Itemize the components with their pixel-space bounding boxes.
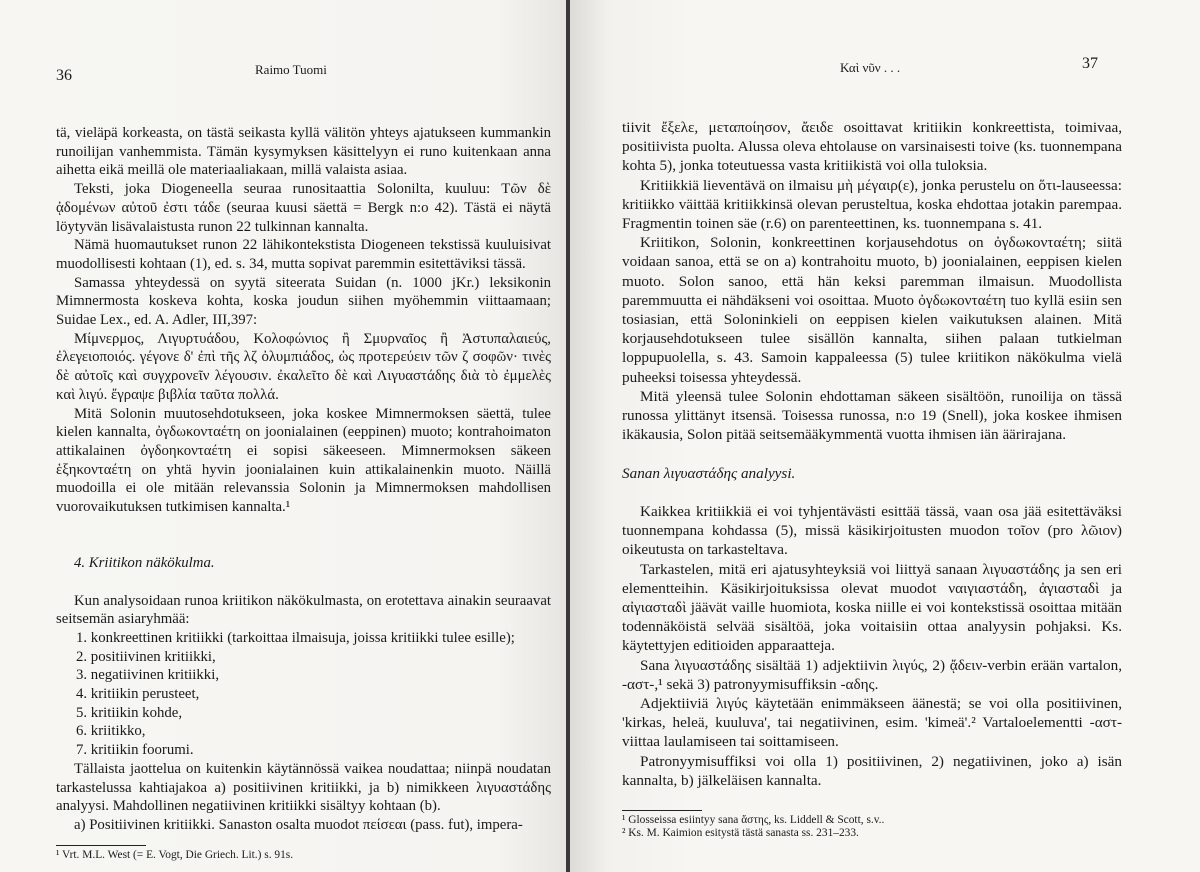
list-item: 1. konkreettinen kritiikki (tarkoittaa ilmaisuja, joissa kritiikki tulee esille);	[76, 629, 515, 646]
paragraph: tiivit ἔξελε, μεταποίησον, ἄειδε osoittavat kritiikin konkreettista, toimivaa, positiivista puolta. Alussa oleva ehtolause on varsinaisesti toive (ks. tuonnempana kohta 5), jonka toteutuessa vasta kritiikistä voi olla tuloksia.	[622, 119, 1122, 175]
paragraph: Kun analysoidaan runoa kriitikon näkökulmasta, on erotettava ainakin seuraavat seitsemän asiaryhmää:	[56, 592, 551, 628]
greek-quotation: Μίμνερμος, Λιγυρτυάδου, Κολοφώνιος ἢ Σμυρναῖος ἢ Ἀστυπαλαιεύς, ἐλεγειοποιός. γέγονε δ' ἐπὶ τῆς λζ ὀλυμπιάδος, ὡς προτερεύειν τῶν ζ σοφῶν· τινὲς δὲ αὐτοῖς καὶ συγχρονεῖν λέγουσιν. ἐκαλεῖτο δὲ καὶ Λιγυαστάδης διὰ τὸ ἐμμελὲς καὶ λιγύ. ἔγραψε βιβλία ταῦτα πολλά.	[56, 330, 551, 403]
section-heading: Sanan λιγυαστάδης analyysi.	[622, 464, 796, 482]
list-item: 3. negatiivinen kritiikki,	[76, 667, 220, 684]
list-item: 7. kritiikin foorumi.	[76, 742, 194, 759]
paragraph: Teksti, joka Diogeneella seuraa runositaattia Solonilta, kuuluu: Τῶν δὲ ᾀδομένων αὐτοῦ ἐστι τάδε (seuraa kuusi säettä = Bergk n:o 42). Tästä ei näytä löytyvän lisävalaistusta runon 22 tulkinnan kannalta.	[56, 181, 551, 235]
left-footnote: ¹ Vrt. M.L. West (= E. Vogt, Die Griech. Lit.) s. 91s.	[56, 849, 294, 861]
paragraph: Tarkastelen, mitä eri ajatusyhteyksiä voi liittyä sanaan λιγυαστάδης ja sen eri elementteihin. Käsikirjoituksissa olevat muodot ναιγιαστάδη, ἀγιασταδὶ ja αἰγιασταδὶ jäävät vaille huomiota, koska niille ei voi kontekstissä osoittaa mitään todennäköistä selvää sisältöä, joka voitaisiin ottaa analyysin pohjaksi. Ks. käytettyjen editioiden apparaatteja.	[622, 560, 1122, 655]
paragraph: Mitä yleensä tulee Solonin ehdottaman säkeen sisältöön, runoilija on tässä runossa ylittänyt itsensä. Toisessa runossa, n:o 19 (Snell), joka koskee ihmisen ikäkausia, Solon pitää seitsemääkymmentä vuotta ihmisen iän äärirajana.	[622, 387, 1122, 444]
paragraph: Kriitikon, Solonin, konkreettinen korjausehdotus on ὀγδωκονταέτη; siitä voidaan sanoa, että se on a) kontrahoitu muoto, b) joonialainen, eeppisen kielen muoto. Solon sanoo, että hän keksi paremman ilmaisun. Muodollista paremmuutta ei nähdäkseni voi osoittaa. Muoto ὀγδωκονταέτη tuo kyllä esiin sen tosiasian, että Soloninkieli on eeppisen kielen vaikutuksen alainen. Mitä korjausehdotukseen tulee sisällön kannalta, siihen palaan tutkielman loppupuolella, s. 43. Samoin kappaleessa (5) tulee kriitikon näkökulma vielä puheeksi toisessa yhteydessä.	[622, 234, 1122, 386]
paragraph: Adjektiiviä λιγύς käytetään enimmäkseen äänestä; se voi olla positiivinen, 'kirkas, heleä, kuuluva', tai negatiivinen, esim. 'kimeä'.² Vartaloelementti -αστ- viittaa laulamiseen tai soittamiseen.	[622, 695, 1122, 751]
paragraph: Sana λιγυαστάδης sisältää 1) adjektiivin λιγύς, 2) ᾄδειν-verbin erään vartalon, -αστ-,¹ sekä 3) patronyymisuffiksin -αδης.	[622, 656, 1122, 693]
paragraph: Kritiikkiä lieventävä on ilmaisu μὴ μέγαιρ(ε), jonka perustelu on ὅτι-lauseessa: kritiikko väittää kritiikkinsä olevan perusteltua, koska ehdottaa jotakin parempaa. Fragmentin toinen säe (r.6) on parenteettinen, ks. tuonnempana s. 41.	[622, 176, 1122, 233]
right-body	[622, 118, 1122, 790]
left-body	[56, 124, 551, 835]
paragraph: Kaikkea kritiikkiä ei voi tyhjentävästi esittää tässä, vaan osa jää esitettäväksi tuonnempana kohdassa (5), missä käsikirjoitusten muodon τοῖον (pro λῶιον) oikeutusta on tarkasteltava.	[622, 503, 1122, 559]
paragraph: tä, vieläpä korkeasta, on tästä seikasta kyllä välitön yhteys ajatukseen kummankin runoilijan vanhemmista. Tämän kysymyksen käsittelyyn ei runo kuitenkaan anna aihetta eikä meillä ole materiaaliakaan, millä valaista asiaa.	[56, 125, 551, 179]
criteria-list	[56, 629, 551, 760]
list-item: 5. kritiikin kohde,	[76, 704, 183, 721]
footnote-rule	[56, 845, 146, 846]
list-item: 6. kriitikko,	[76, 723, 146, 740]
list-item: 4. kritiikin perusteet,	[76, 686, 200, 703]
paragraph: Mitä Solonin muutosehdotukseen, joka koskee Mimnermoksen säettä, tulee kielen kannalta, ὀγδωκονταέτη on joonialainen (eeppinen) muoto; kontrahoimaton attikalainen ὀγδοηκονταέτη ei sopisi säkeeseen. Mimnermoksen säkeen ἑξηκονταέτη on yhtä hyvin joonialainen kuin attikalainenkin muoto. Näillä muodoilla ei ole mitään relevanssia Solonin ja Mimnermoksen mahdollisen vuorovaikutuksen tutkimisen kannalta.¹	[56, 405, 551, 516]
left-page-number: 36	[56, 67, 72, 84]
paragraph: Nämä huomautukset runon 22 lähikontekstista Diogeneen tekstissä kuuluisivat muodollisesti kohtaan (1), ed. s. 34, mutta sopivat paremmin esitettäviksi tässä.	[56, 237, 551, 272]
list-item: 2. positiivinen kritiikki,	[76, 648, 216, 665]
paragraph: a) Positiivinen kritiikki. Sanaston osalta muodot πείσεαι (pass. fut), impera-	[74, 816, 523, 833]
right-footnotes	[622, 814, 1122, 840]
footnote: ² Ks. M. Kaimion esitystä tästä sanasta ss. 231–233.	[622, 827, 859, 839]
paragraph: Tällaista jaottelua on kuitenkin käytännössä vaikea noudattaa; niinpä noudatan tarkastelussa kahtiajakoa a) positiivinen kritiikki, ja b) nimikkeen λιγυαστάδης analyysi. Mahdollinen negatiivinen kritiikki sisältyy kohtaan (b).	[56, 760, 551, 815]
section-heading: 4. Kriitikon näkökulma.	[74, 555, 215, 572]
left-page	[0, 0, 566, 872]
left-running-head: Raimo Tuomi	[255, 62, 327, 77]
right-page-number: 37	[1082, 55, 1098, 72]
footnote: ¹ Glosseissa esiintyy sana ἄστης, ks. Liddell & Scott, s.v..	[622, 814, 885, 826]
paragraph: Samassa yhteydessä on syytä siteerata Suidan (n. 1000 jKr.) leksikonin Mimnermosta koskeva kohta, koska joudun siihen myöhemmin viittaamaan; Suidae Lex., ed. A. Adler, III,397:	[56, 274, 551, 329]
paragraph: Patronyymisuffiksi voi olla 1) positiivinen, 2) negatiivinen, joko a) isän kannalta, b) jälkeläisen kannalta.	[622, 752, 1122, 789]
right-running-head: Καὶ νῦν . . .	[840, 60, 901, 75]
right-page	[570, 0, 1200, 872]
footnote-rule	[622, 810, 702, 811]
